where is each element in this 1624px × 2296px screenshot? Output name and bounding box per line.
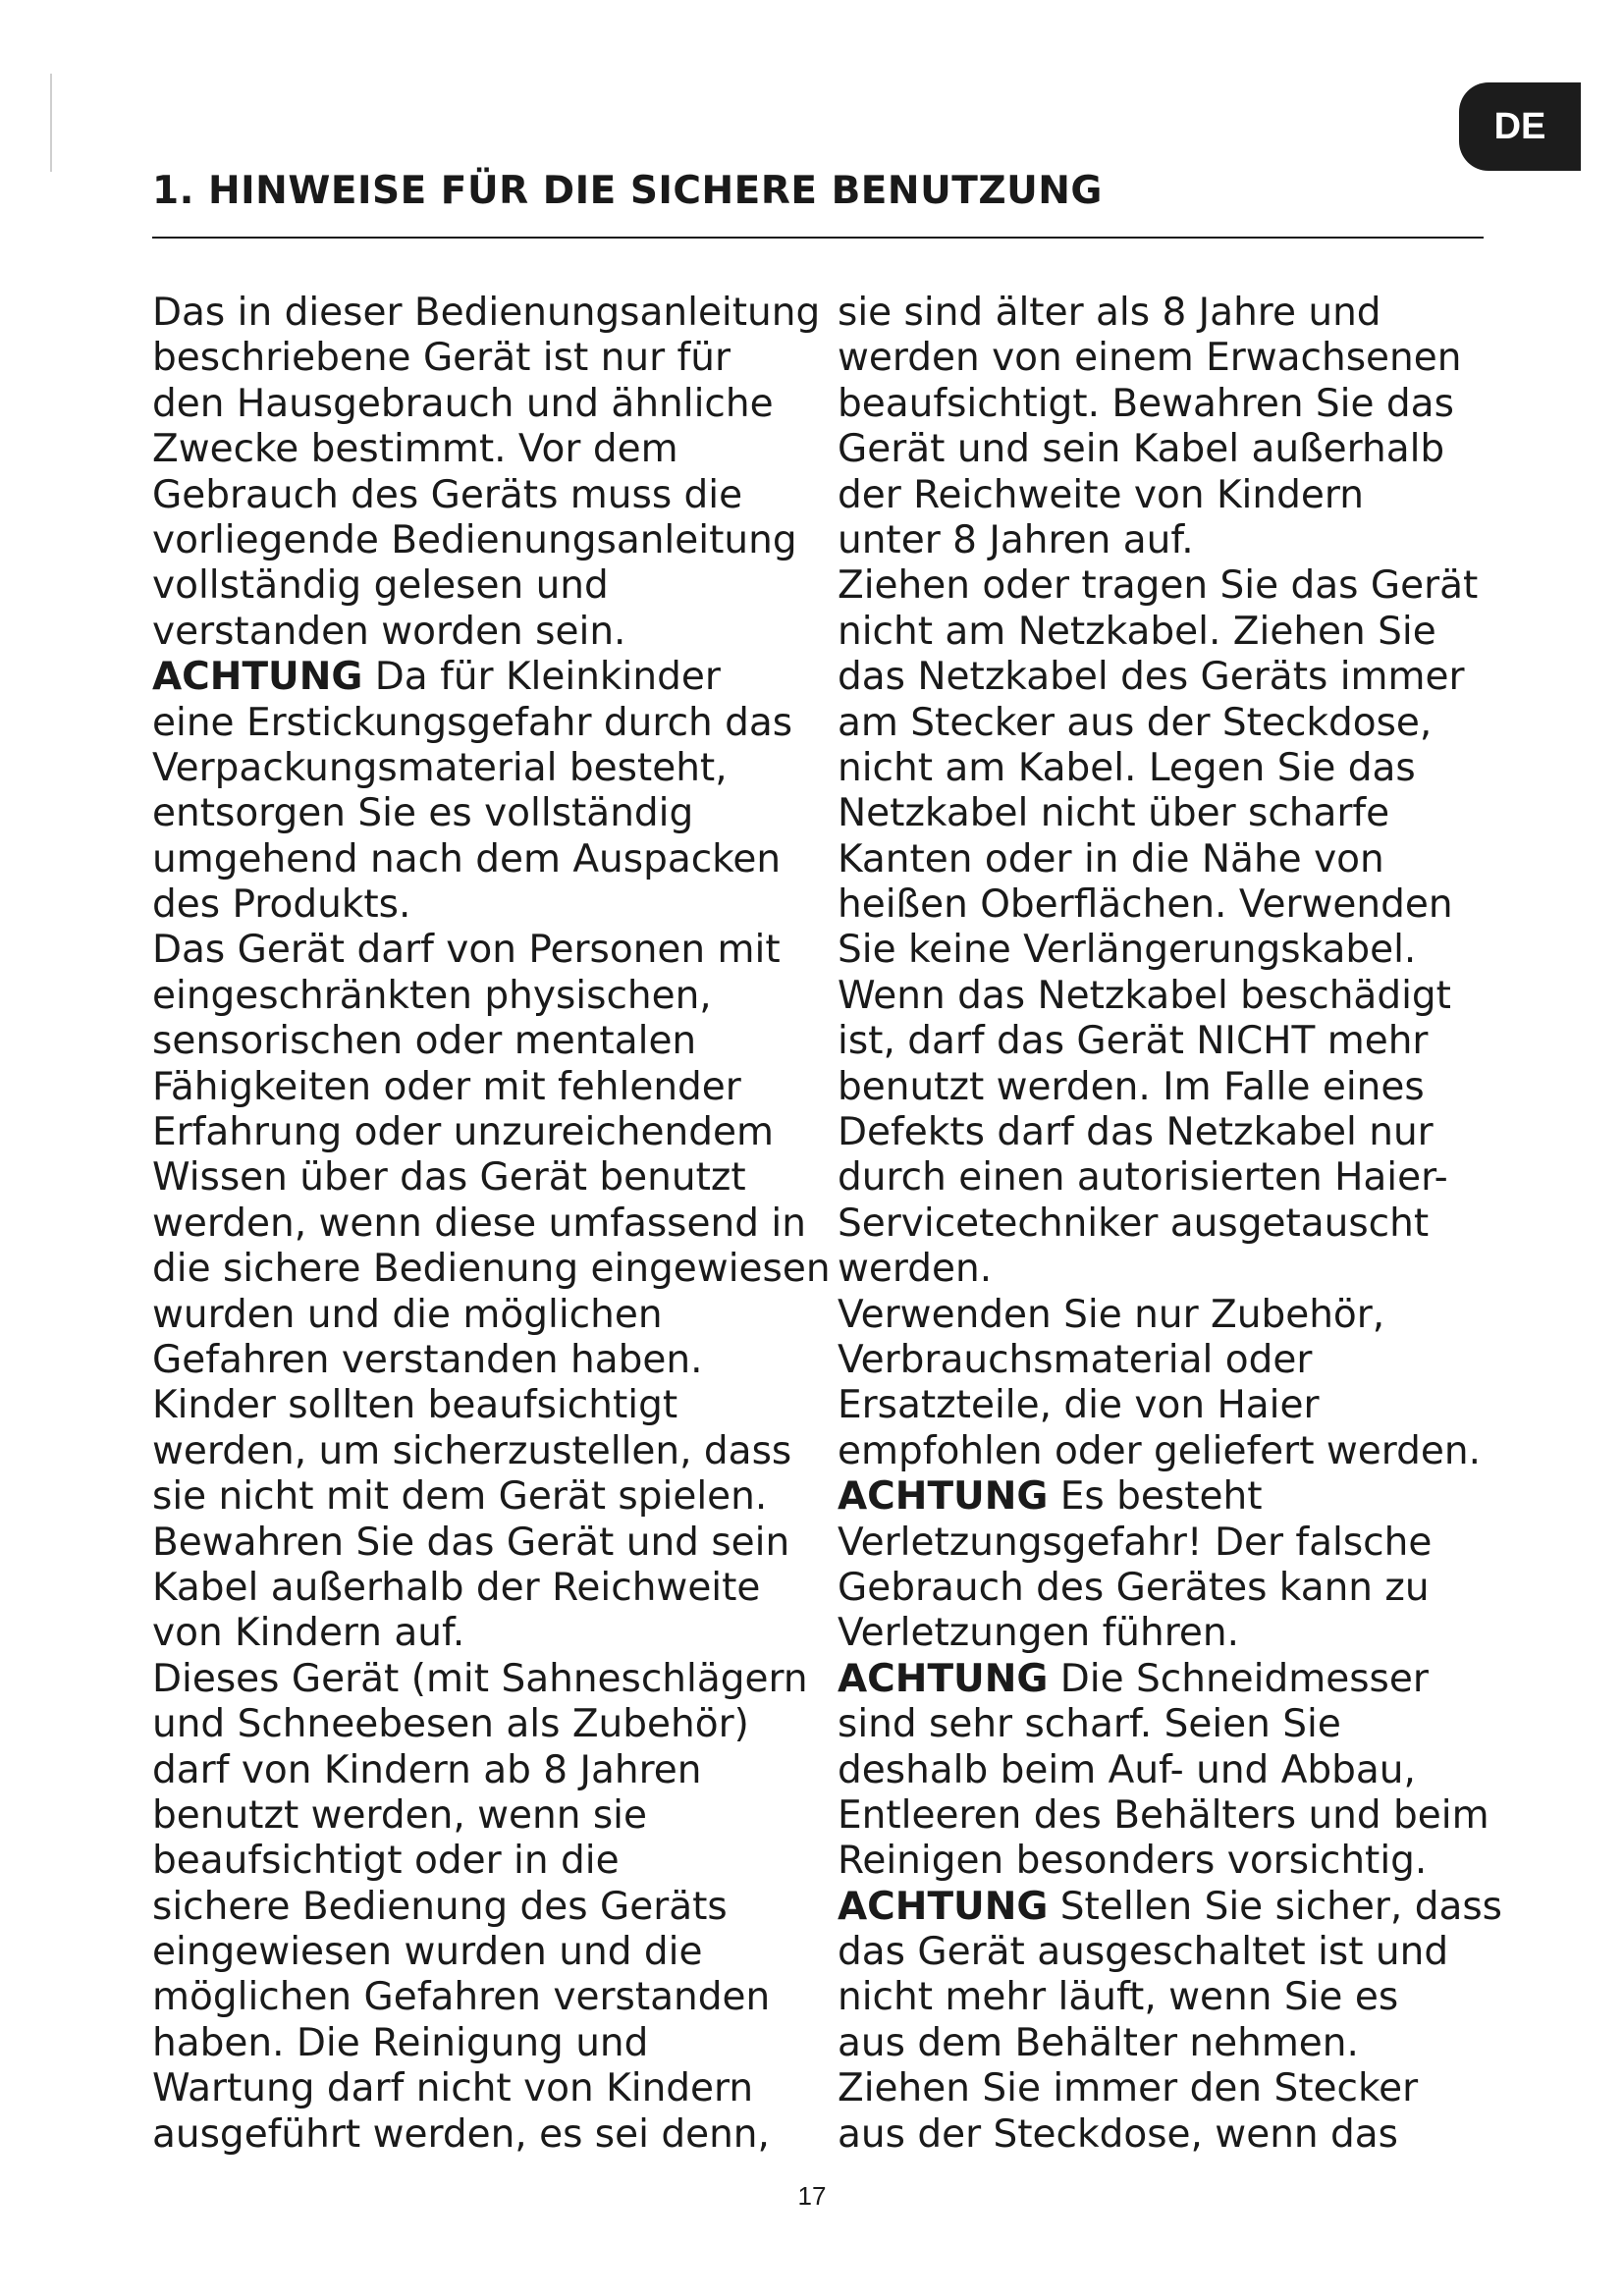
text-line xyxy=(152,837,820,882)
text-line xyxy=(152,382,820,427)
line-text: Servicetechniker ausgetauscht xyxy=(838,1201,1430,1246)
text-line xyxy=(152,1975,820,2020)
line-text: Netzkabel nicht über scharfe xyxy=(838,791,1390,836)
line-text: Wartung darf nicht von Kindern xyxy=(152,2066,754,2111)
text-line xyxy=(838,2066,1525,2111)
text-line xyxy=(838,701,1525,746)
line-text: empfohlen oder geliefert werden. xyxy=(838,1428,1482,1473)
line-text: benutzt werden, wenn sie xyxy=(152,1792,648,1838)
line-text: Es besteht xyxy=(1048,1474,1263,1520)
text-line xyxy=(152,701,820,746)
line-text: nicht am Kabel. Legen Sie das xyxy=(838,745,1416,790)
section-title: 1. HINWEISE FÜR DIE SICHERE BENUTZUNG xyxy=(152,169,1103,213)
warning-label: ACHTUNG xyxy=(838,1656,1049,1701)
language-tab-label: DE xyxy=(1493,105,1546,147)
line-text: ist, darf das Gerät NICHT mehr xyxy=(838,1019,1429,1064)
line-text: Stellen Sie sicher, dass xyxy=(1048,1884,1503,1929)
line-text: sind sehr scharf. Seien Sie xyxy=(838,1702,1341,1747)
text-line xyxy=(838,882,1525,928)
text-line xyxy=(838,1748,1525,1793)
text-line xyxy=(838,1839,1525,1884)
text-line xyxy=(838,1930,1525,1975)
line-text: Gebrauch des Gerätes kann zu xyxy=(838,1565,1430,1610)
line-text: wurden und die möglichen xyxy=(152,1292,663,1337)
line-text: möglichen Gefahren verstanden xyxy=(152,1975,771,2020)
text-line xyxy=(152,1566,820,1611)
line-text: Wissen über das Gerät benutzt xyxy=(152,1155,746,1201)
line-text: Verwenden Sie nur Zubehör, xyxy=(838,1292,1385,1337)
text-line xyxy=(838,563,1525,609)
line-text: Das Gerät darf von Personen mit xyxy=(152,928,781,973)
line-text: des Produkts. xyxy=(152,882,411,928)
text-line xyxy=(838,1566,1525,1611)
language-tab xyxy=(1459,82,1581,171)
line-text: Verletzungen führen. xyxy=(838,1611,1240,1656)
text-line xyxy=(152,563,820,609)
line-text: Ziehen Sie immer den Stecker xyxy=(838,2066,1419,2111)
text-line xyxy=(152,1793,820,1839)
text-line xyxy=(152,2066,820,2111)
text-line xyxy=(838,1065,1525,1110)
line-text: Ziehen oder tragen Sie das Gerät xyxy=(838,563,1479,609)
text-line xyxy=(152,791,820,836)
line-text: Zwecke bestimmt. Vor dem xyxy=(152,427,678,472)
line-text: heißen Oberflächen. Verwenden xyxy=(838,882,1453,928)
text-line xyxy=(152,1110,820,1155)
line-text: Gefahren verstanden haben. xyxy=(152,1337,703,1382)
line-text: umgehend nach dem Auspacken xyxy=(152,836,782,881)
line-text: und Schneebesen als Zubehör) xyxy=(152,1702,749,1747)
text-line xyxy=(838,2112,1525,2158)
line-text: sie sind älter als 8 Jahre und xyxy=(838,291,1381,335)
margin-mark xyxy=(50,74,52,172)
line-text: Kanten oder in die Nähe von xyxy=(838,836,1384,881)
text-line xyxy=(838,518,1525,563)
line-text: vorliegende Bedienungsanleitung xyxy=(152,517,797,562)
line-text: sensorischen oder mentalen xyxy=(152,1019,697,1064)
line-text: Defekts darf das Netzkabel nur xyxy=(838,1110,1434,1155)
line-text: Dieses Gerät (mit Sahneschlägern xyxy=(152,1656,808,1701)
text-line xyxy=(838,974,1525,1019)
text-line xyxy=(838,2021,1525,2066)
warning-label: ACHTUNG xyxy=(838,1474,1049,1520)
text-line xyxy=(152,1338,820,1383)
line-text: vollständig gelesen und xyxy=(152,563,609,609)
text-line xyxy=(838,1383,1525,1428)
line-text: der Reichweite von Kindern xyxy=(838,472,1364,517)
text-line xyxy=(838,1338,1525,1383)
text-line xyxy=(152,1293,820,1338)
text-line xyxy=(152,610,820,655)
text-line xyxy=(152,1474,820,1520)
text-line xyxy=(152,928,820,973)
line-text: verstanden worden sein. xyxy=(152,609,626,654)
text-line xyxy=(152,1201,820,1247)
text-line xyxy=(838,336,1525,381)
line-text: Verbrauchsmaterial oder xyxy=(838,1337,1313,1382)
text-line xyxy=(152,746,820,791)
line-text: Reinigen besonders vorsichtig. xyxy=(838,1839,1428,1884)
text-line xyxy=(838,1247,1525,1292)
line-text: durch einen autorisierten Haier- xyxy=(838,1155,1448,1201)
text-column-left xyxy=(152,291,831,2158)
text-line xyxy=(838,473,1525,518)
line-text: Entleeren des Behälters und beim xyxy=(838,1792,1489,1838)
text-line xyxy=(152,427,820,472)
line-text: nicht am Netzkabel. Ziehen Sie xyxy=(838,609,1436,654)
line-text: darf von Kindern ab 8 Jahren xyxy=(152,1747,702,1792)
line-text: Da für Kleinkinder xyxy=(362,655,721,700)
line-text: am Stecker aus der Steckdose, xyxy=(838,700,1433,745)
text-line xyxy=(838,291,1525,336)
text-line xyxy=(838,746,1525,791)
line-text: nicht mehr läuft, wenn Sie es xyxy=(838,1975,1399,2020)
text-line xyxy=(152,882,820,928)
line-text: Sie keine Verlängerungskabel. xyxy=(838,928,1417,973)
text-line xyxy=(838,427,1525,472)
line-text: werden, wenn diese umfassend in xyxy=(152,1201,806,1246)
line-text: beaufsichtigt. Bewahren Sie das xyxy=(838,381,1454,426)
text-line xyxy=(152,1930,820,1975)
text-line xyxy=(152,974,820,1019)
line-text: haben. Die Reinigung und xyxy=(152,2020,649,2065)
title-divider xyxy=(152,237,1484,239)
text-line xyxy=(152,518,820,563)
text-line xyxy=(838,928,1525,973)
text-line xyxy=(152,1657,820,1702)
text-line xyxy=(838,1885,1525,1930)
text-line xyxy=(152,291,820,336)
line-text: benutzt werden. Im Falle eines xyxy=(838,1064,1425,1109)
line-text: eingeschränkten physischen, xyxy=(152,973,712,1018)
text-line xyxy=(838,1611,1525,1656)
text-line xyxy=(152,1611,820,1656)
text-line xyxy=(152,1702,820,1747)
text-line xyxy=(838,1429,1525,1474)
line-text: unter 8 Jahren auf. xyxy=(838,517,1194,562)
text-line xyxy=(152,1247,831,1292)
text-line xyxy=(838,1702,1525,1747)
line-text: deshalb beim Auf- und Abbau, xyxy=(838,1747,1416,1792)
line-text: eine Erstickungsgefahr durch das xyxy=(152,700,793,745)
line-text: beschriebene Gerät ist nur für xyxy=(152,336,731,381)
line-text: von Kindern auf. xyxy=(152,1611,465,1656)
line-text: die sichere Bedienung eingewiesen xyxy=(152,1247,831,1292)
text-line xyxy=(152,1019,820,1064)
line-text: Das in dieser Bedienungsanleitung xyxy=(152,291,821,335)
text-line xyxy=(152,1839,820,1884)
line-text: werden, um sicherzustellen, dass xyxy=(152,1428,792,1473)
text-line xyxy=(838,1201,1525,1247)
text-line xyxy=(838,610,1525,655)
line-text: Gerät und sein Kabel außerhalb xyxy=(838,427,1445,472)
text-line xyxy=(838,655,1525,700)
text-line xyxy=(838,1110,1525,1155)
text-line xyxy=(838,1793,1525,1839)
line-text: Kabel außerhalb der Reichweite xyxy=(152,1565,761,1610)
text-line xyxy=(838,791,1525,836)
line-text: den Hausgebrauch und ähnliche xyxy=(152,381,774,426)
text-line xyxy=(838,1019,1525,1064)
line-text: beaufsichtigt oder in die xyxy=(152,1839,620,1884)
warning-label: ACHTUNG xyxy=(838,1884,1049,1929)
text-line xyxy=(152,2021,820,2066)
text-line xyxy=(152,1429,820,1474)
line-text: aus dem Behälter nehmen. xyxy=(838,2020,1359,2065)
line-text: eingewiesen wurden und die xyxy=(152,1930,703,1975)
text-line xyxy=(152,1748,820,1793)
line-text: Verletzungsgefahr! Der falsche xyxy=(838,1520,1433,1565)
text-line xyxy=(152,473,820,518)
text-line xyxy=(152,2112,820,2158)
line-text: das Gerät ausgeschaltet ist und xyxy=(838,1930,1449,1975)
line-text: Fähigkeiten oder mit fehlender xyxy=(152,1064,741,1109)
line-text: Die Schneidmesser xyxy=(1048,1656,1429,1701)
text-column-right xyxy=(838,291,1525,2158)
line-text: ausgeführt werden, es sei denn, xyxy=(152,2111,770,2157)
text-line xyxy=(152,1521,820,1566)
text-line xyxy=(152,1065,820,1110)
line-text: das Netzkabel des Geräts immer xyxy=(838,655,1465,700)
text-line xyxy=(152,1155,820,1201)
line-text: sie nicht mit dem Gerät spielen. xyxy=(152,1474,768,1520)
line-text: aus der Steckdose, wenn das xyxy=(838,2111,1399,2157)
text-line xyxy=(838,1521,1525,1566)
line-text: Wenn das Netzkabel beschädigt xyxy=(838,973,1451,1018)
text-line xyxy=(838,837,1525,882)
line-text: Bewahren Sie das Gerät und sein xyxy=(152,1520,790,1565)
line-text: Verpackungsmaterial besteht, xyxy=(152,745,728,790)
line-text: werden. xyxy=(838,1247,993,1292)
text-line xyxy=(152,655,820,700)
text-line xyxy=(838,1975,1525,2020)
line-text: entsorgen Sie es vollständig xyxy=(152,791,694,836)
text-line xyxy=(838,382,1525,427)
line-text: Ersatzteile, die von Haier xyxy=(838,1383,1320,1428)
line-text: Erfahrung oder unzureichendem xyxy=(152,1110,774,1155)
line-text: Kinder sollten beaufsichtigt xyxy=(152,1383,678,1428)
text-line xyxy=(838,1657,1525,1702)
text-line xyxy=(838,1293,1525,1338)
text-line xyxy=(152,1383,820,1428)
line-text: sichere Bedienung des Geräts xyxy=(152,1884,728,1929)
text-line xyxy=(152,1885,820,1930)
text-line xyxy=(838,1155,1525,1201)
text-line xyxy=(152,336,820,381)
line-text: Gebrauch des Geräts muss die xyxy=(152,472,743,517)
text-line xyxy=(838,1474,1525,1520)
warning-label: ACHTUNG xyxy=(152,655,363,700)
page-number: 17 xyxy=(797,2181,827,2211)
line-text: werden von einem Erwachsenen xyxy=(838,336,1462,381)
